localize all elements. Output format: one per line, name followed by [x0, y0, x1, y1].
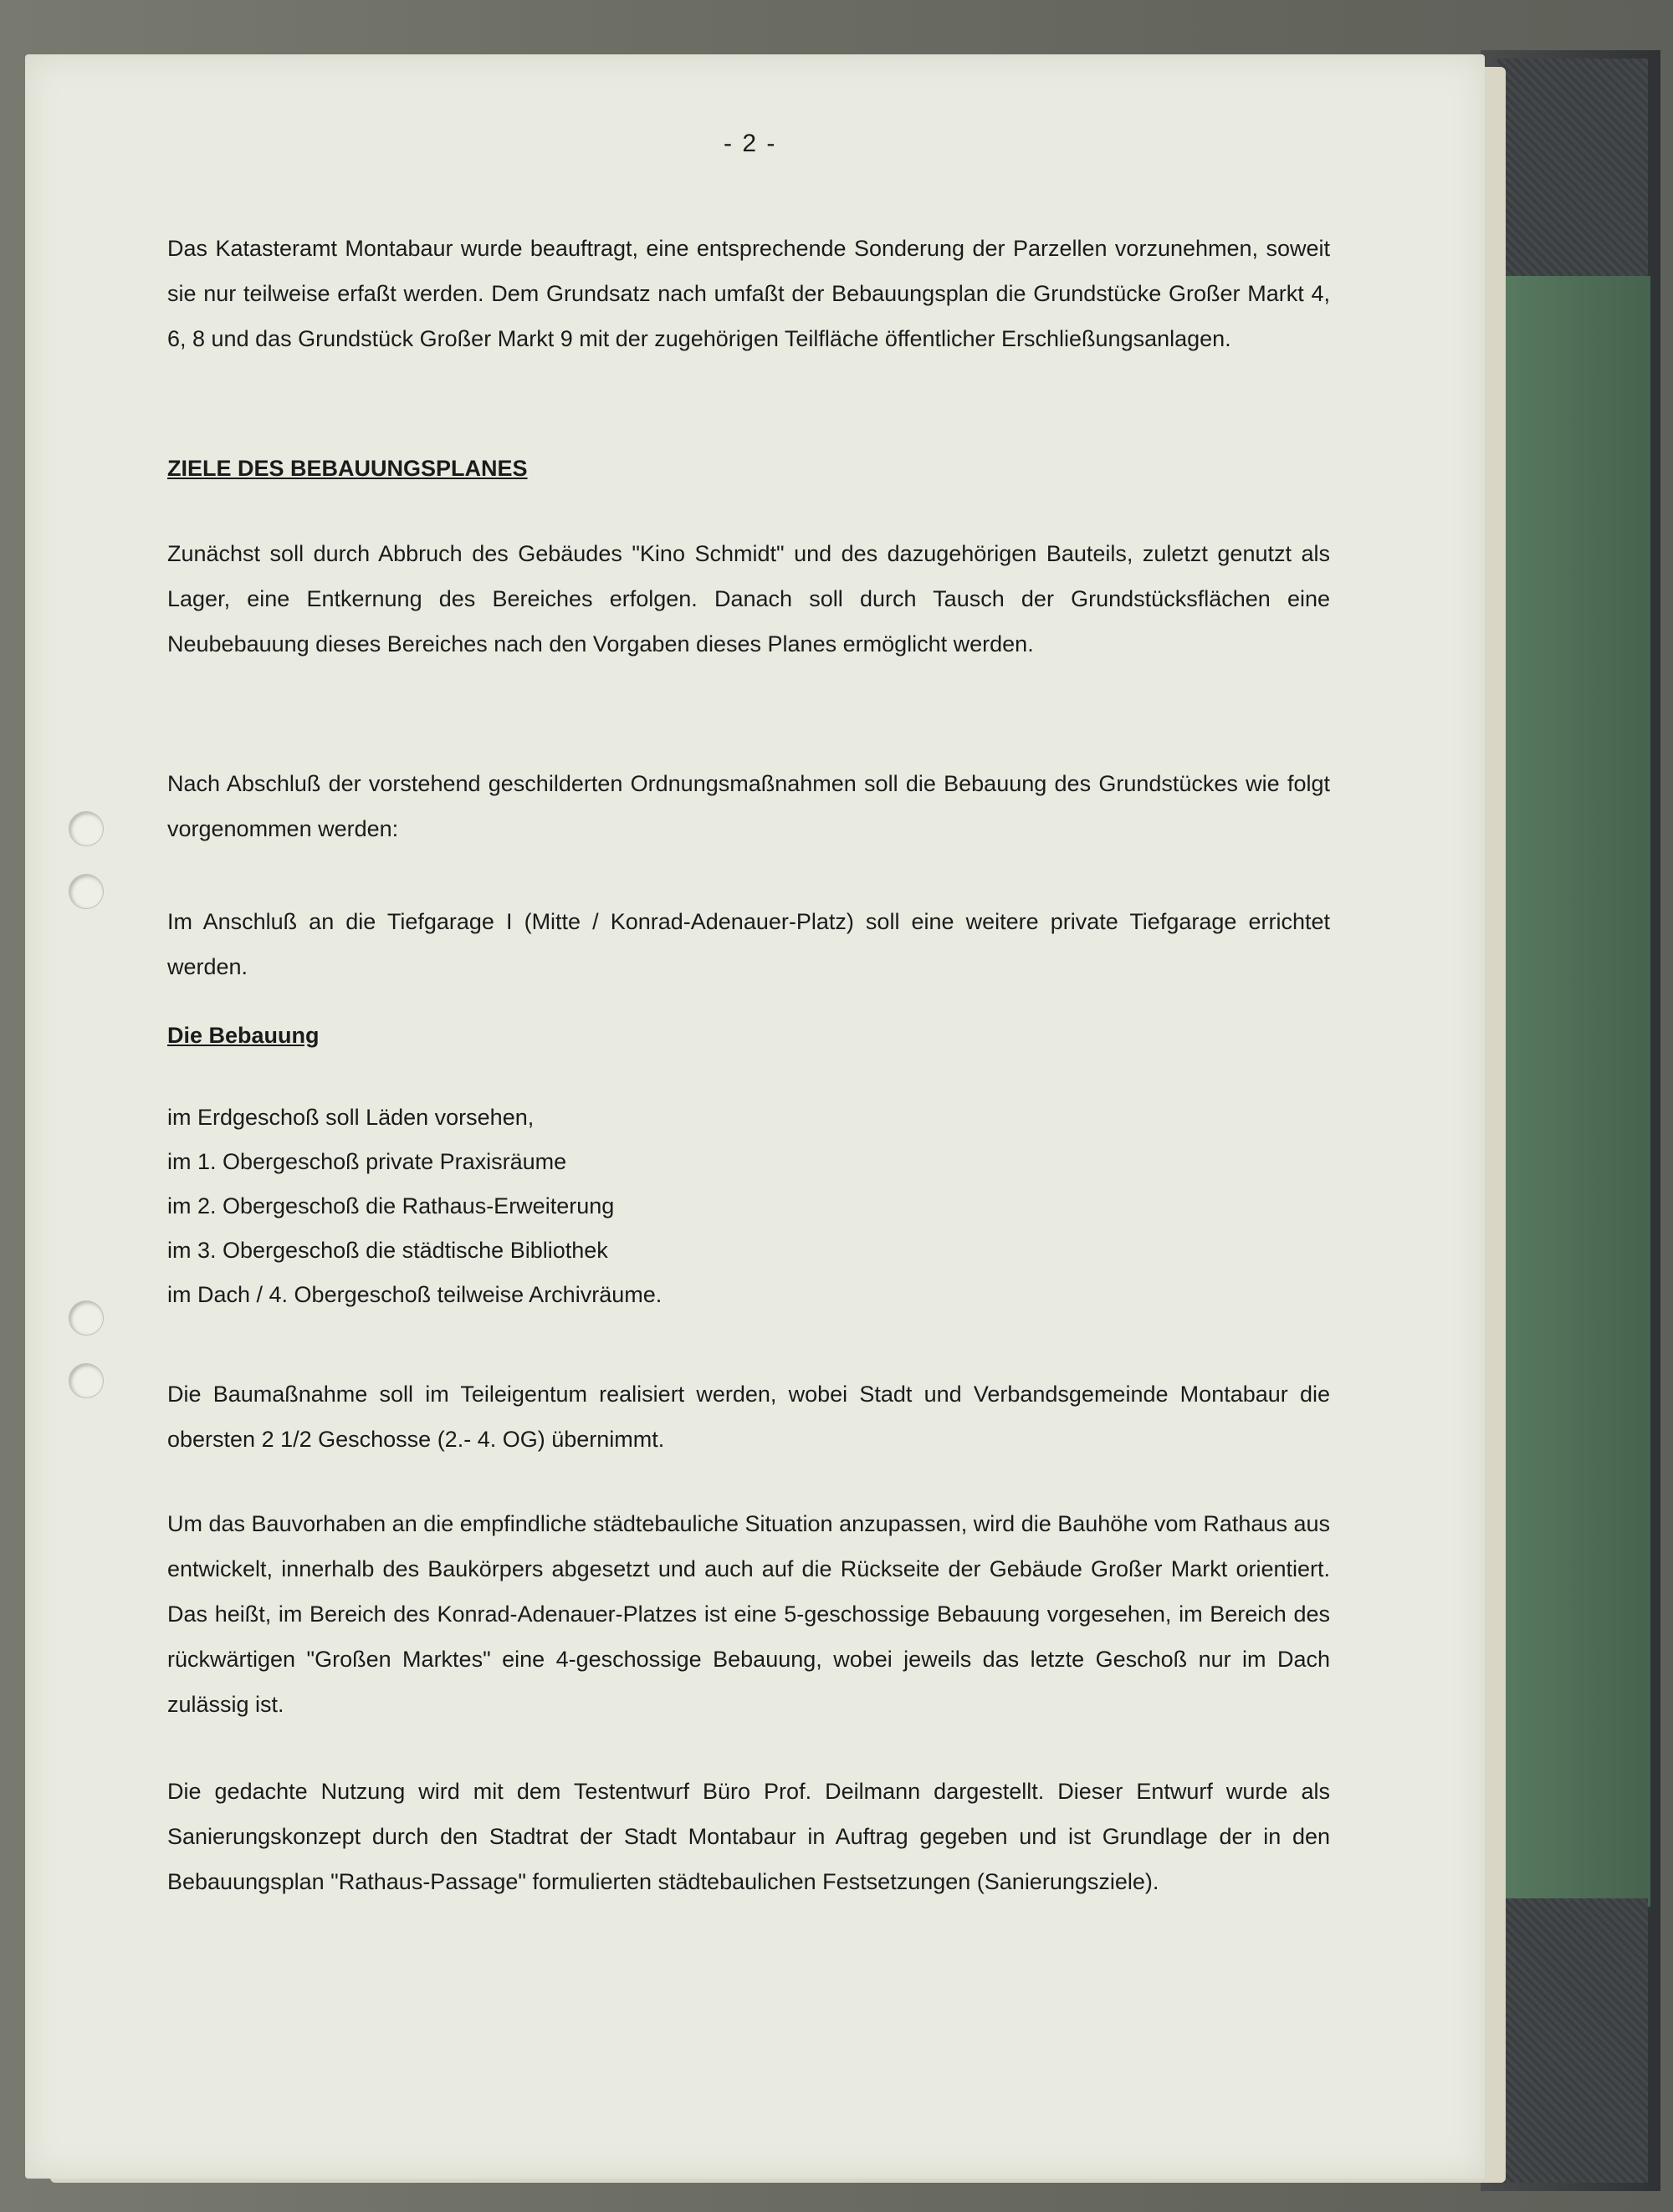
- binder-corner-bottom: [1497, 1898, 1648, 2183]
- paragraph-nutzung: Die gedachte Nutzung wird mit dem Testentwurf Büro Prof. Deilmann dargestellt. Dieser Entwurf wurde als Sanierungskonzept durch den Stadtrat der Stadt Montabaur in Auftrag gegeben und ist Grundlage der in den Bebauungsplan "Rathaus-Passage" formulierten städtebaulichen Festsetzungen (Sanierungsziele).: [167, 1779, 1330, 1894]
- paragraph-bauhoehe: Um das Bauvorhaben an die empfindliche städtebauliche Situation anzupassen, wird die Bauhöhe vom Rathaus aus entwickelt, innerhalb des Baukörpers abgesetzt und auch auf die Rückseite der Gebäude Großer Markt orientiert. Das heißt, im Bereich des Konrad-Adenauer-Platzes ist eine 5-geschossige Bebauung vorgesehen, im Bereich des rückwärtigen "Großen Marktes" eine 4-geschossige Bebauung, wobei jeweils das letzte Geschoß nur im Dach zulässig ist.: [167, 1511, 1330, 1717]
- paragraph-tiefgarage: Im Anschluß an die Tiefgarage I (Mitte / Konrad-Adenauer-Platz) soll eine weitere private Tiefgarage errichtet werden.: [167, 909, 1330, 979]
- list-item: im Dach / 4. Obergeschoß teilweise Archivräume.: [167, 1282, 663, 1307]
- paragraph-abschluss: Nach Abschluß der vorstehend geschilderten Ordnungsmaßnahmen soll die Bebauung des Grundstückes wie folgt vorgenommen werden:: [167, 771, 1330, 841]
- punch-hole: [69, 1300, 104, 1336]
- list-item: im Erdgeschoß soll Läden vorsehen,: [167, 1105, 535, 1130]
- binder-corner-top: [1497, 59, 1648, 284]
- list-item: im 2. Obergeschoß die Rathaus-Erweiterung: [167, 1193, 615, 1218]
- list-item: im 3. Obergeschoß die städtische Bibliothek: [167, 1238, 608, 1263]
- punch-hole: [69, 1363, 104, 1398]
- paragraph-abbruch: Zunächst soll durch Abbruch des Gebäudes "Kino Schmidt" und des dazugehörigen Bauteils, zuletzt genutzt als Lager, eine Entkernung des Bereiches erfolgen. Danach soll durch Tausch der Grundstücksflächen eine Neubebauung dieses Bereiches nach den Vorgaben dieses Planes ermöglicht werden.: [167, 541, 1330, 656]
- page-number: - 2 -: [724, 130, 777, 157]
- punch-hole: [69, 811, 104, 846]
- punch-hole: [69, 874, 104, 909]
- list-item: im 1. Obergeschoß private Praxisräume: [167, 1149, 567, 1174]
- bebauung-list: [167, 1096, 662, 1317]
- heading-bebauung: Die Bebauung: [167, 1023, 320, 1048]
- paragraph-teileigentum: Die Baumaßnahme soll im Teileigentum realisiert werden, wobei Stadt und Verbandsgemeinde Montabaur die obersten 2 1/2 Geschosse (2.- 4. OG) übernimmt.: [167, 1382, 1330, 1452]
- binder-green-cover: [1497, 276, 1650, 1907]
- document-page: [25, 54, 1485, 2179]
- heading-ziele: ZIELE DES BEBAUUNGSPLANES: [167, 456, 528, 481]
- paragraph-kataster: Das Katasteramt Montabaur wurde beauftragt, eine entsprechende Sonderung der Parzellen vorzunehmen, soweit sie nur teilweise erfaßt werden. Dem Grundsatz nach umfaßt der Bebauungsplan die Grundstücke Großer Markt 4, 6, 8 und das Grundstück Großer Markt 9 mit der zugehörigen Teilfläche öffentlicher Erschließungsanlagen.: [167, 236, 1330, 351]
